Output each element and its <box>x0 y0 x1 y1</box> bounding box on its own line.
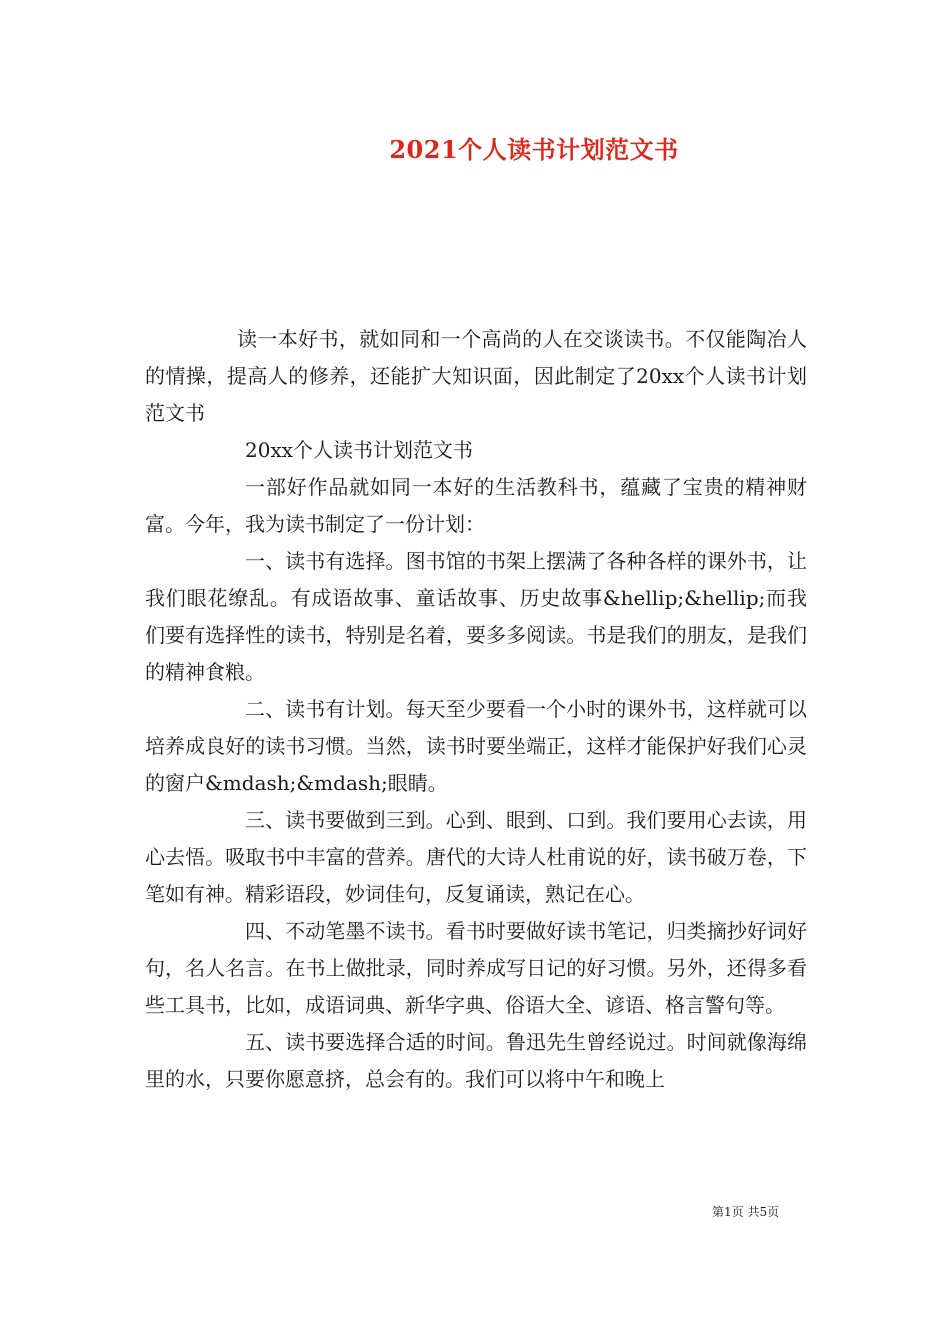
point-one-paragraph: 一、读书有选择。图书馆的书架上摆满了各种各样的课外书，让我们眼花缭乱。有成语故事、童话故事、历史故事&hellip;&hellip;而我们要有选择性的读书，特别是名着，要多多阅读。书是我们的朋友，是我们的精神食粮。 <box>145 549 807 684</box>
page-footer: 第1页 共5页 <box>712 1205 780 1219</box>
point-three-paragraph: 三、读书要做到三到。心到、眼到、口到。我们要用心去读，用心去悟。吸取书中丰富的营养。唐代的大诗人杜甫说的好，读书破万卷，下笔如有神。精彩语段，妙词佳句，反复诵读，熟记在心。 <box>145 808 807 906</box>
document-body <box>145 321 807 1098</box>
subtitle-paragraph: 20xx个人读书计划范文书 <box>245 438 474 462</box>
point-four-paragraph: 四、不动笔墨不读书。看书时要做好读书笔记，归类摘抄好词好句，名人名言。在书上做批录，同时养成写日记的好习惯。另外，还得多看些工具书，比如，成语词典、新华字典、俗语大全、谚语、格言警句等。 <box>145 919 807 1017</box>
point-two-paragraph: 二、读书有计划。每天至少要看一个小时的课外书，这样就可以培养成良好的读书习惯。当然，读书时要坐端正，这样才能保护好我们心灵的窗户&mdash;&mdash;眼睛。 <box>145 697 807 795</box>
intro-paragraph: 读一本好书，就如同和一个高尚的人在交谈读书。不仅能陶冶人的情操，提高人的修养，还能扩大知识面，因此制定了20xx个人读书计划范文书 <box>145 327 807 425</box>
document-title: 2021个人读书计划范文书 <box>389 135 679 164</box>
point-five-paragraph: 五、读书要选择合适的时间。鲁迅先生曾经说过。时间就像海绵里的水，只要你愿意挤，总会有的。我们可以将中午和晚上 <box>145 1030 807 1091</box>
preface-paragraph: 一部好作品就如同一本好的生活教科书，蕴藏了宝贵的精神财富。今年，我为读书制定了一份计划： <box>145 475 807 536</box>
